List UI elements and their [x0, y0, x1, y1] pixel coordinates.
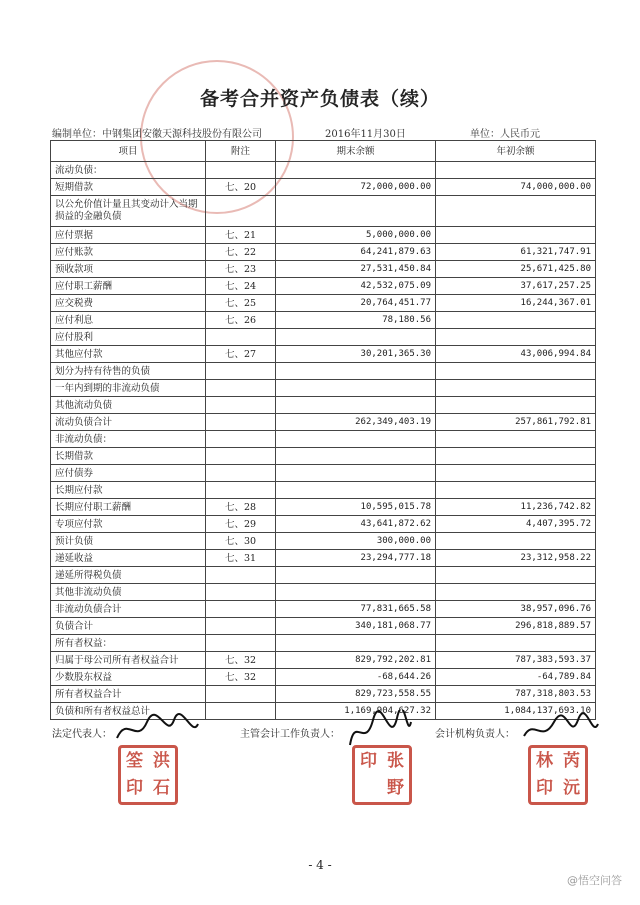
page-title: 备考合并资产负债表（续）	[199, 88, 440, 110]
row-note: 七、24	[206, 278, 276, 295]
table-row	[51, 499, 596, 516]
table-row	[51, 261, 596, 278]
row-end-balance: 27,531,450.84	[276, 261, 436, 278]
table-row	[51, 669, 596, 686]
row-begin-balance: 257,861,792.81	[436, 414, 596, 431]
row-begin-balance: 787,383,593.37	[436, 652, 596, 669]
row-end-balance: -68,644.26	[276, 669, 436, 686]
row-end-balance: 43,641,872.62	[276, 516, 436, 533]
table-row	[51, 550, 596, 567]
row-item: 一年内到期的非流动负债	[51, 380, 206, 397]
row-end-balance	[276, 329, 436, 346]
row-end-balance: 5,000,000.00	[276, 227, 436, 244]
seal-accounting-org-head: 林 芮 印 沅	[528, 745, 588, 805]
row-item: 划分为持有待售的负债	[51, 363, 206, 380]
row-note	[206, 397, 276, 414]
row-item: 应付利息	[51, 312, 206, 329]
row-end-balance: 829,792,202.81	[276, 652, 436, 669]
table-row	[51, 686, 596, 703]
row-item: 非流动负债合计	[51, 601, 206, 618]
row-note	[206, 618, 276, 635]
row-note	[206, 465, 276, 482]
row-item: 流动负债合计	[51, 414, 206, 431]
row-begin-balance	[436, 397, 596, 414]
row-note: 七、31	[206, 550, 276, 567]
row-begin-balance: 787,318,803.53	[436, 686, 596, 703]
row-end-balance	[276, 380, 436, 397]
table-row	[51, 244, 596, 261]
table-row	[51, 196, 596, 227]
table-row	[51, 448, 596, 465]
header-begin-balance: 年初余额	[436, 141, 596, 162]
table-row	[51, 329, 596, 346]
row-end-balance: 10,595,015.78	[276, 499, 436, 516]
row-begin-balance	[436, 465, 596, 482]
row-begin-balance: 16,244,367.01	[436, 295, 596, 312]
row-begin-balance: 38,957,096.76	[436, 601, 596, 618]
row-begin-balance: -64,789.84	[436, 669, 596, 686]
row-note	[206, 635, 276, 652]
row-end-balance	[276, 162, 436, 179]
row-item: 递延所得税负债	[51, 567, 206, 584]
row-note	[206, 414, 276, 431]
row-note: 七、32	[206, 652, 276, 669]
row-note: 七、22	[206, 244, 276, 261]
row-item: 应付职工薪酬	[51, 278, 206, 295]
row-note	[206, 448, 276, 465]
row-end-balance: 262,349,403.19	[276, 414, 436, 431]
row-end-balance: 829,723,558.55	[276, 686, 436, 703]
row-note: 七、21	[206, 227, 276, 244]
row-note	[206, 482, 276, 499]
row-item: 以公允价值计量且其变动计入当期损益的金融负债	[51, 196, 206, 227]
row-note	[206, 703, 276, 720]
table-row	[51, 618, 596, 635]
row-note	[206, 567, 276, 584]
balance-sheet-table	[50, 140, 596, 720]
row-note	[206, 686, 276, 703]
table-row	[51, 363, 596, 380]
row-note	[206, 363, 276, 380]
row-end-balance: 30,201,365.30	[276, 346, 436, 363]
row-end-balance	[276, 465, 436, 482]
row-end-balance: 64,241,879.63	[276, 244, 436, 261]
row-note: 七、30	[206, 533, 276, 550]
row-item: 长期应付款	[51, 482, 206, 499]
row-end-balance	[276, 431, 436, 448]
row-begin-balance	[436, 363, 596, 380]
row-end-balance	[276, 196, 436, 227]
row-end-balance: 77,831,665.58	[276, 601, 436, 618]
row-begin-balance	[436, 533, 596, 550]
table-row	[51, 312, 596, 329]
row-end-balance: 300,000.00	[276, 533, 436, 550]
row-note: 七、29	[206, 516, 276, 533]
row-begin-balance: 61,321,747.91	[436, 244, 596, 261]
row-begin-balance	[436, 227, 596, 244]
row-begin-balance	[436, 196, 596, 227]
row-begin-balance	[436, 162, 596, 179]
row-end-balance	[276, 363, 436, 380]
row-item: 应付股利	[51, 329, 206, 346]
row-end-balance: 20,764,451.77	[276, 295, 436, 312]
row-item: 非流动负债：	[51, 431, 206, 448]
page-number: - 4 -	[308, 858, 332, 872]
row-end-balance: 23,294,777.18	[276, 550, 436, 567]
row-end-balance: 340,181,068.77	[276, 618, 436, 635]
row-item: 少数股东权益	[51, 669, 206, 686]
row-begin-balance	[436, 312, 596, 329]
table-row	[51, 567, 596, 584]
row-begin-balance	[436, 329, 596, 346]
header-item: 项目	[51, 141, 206, 162]
row-item: 其他流动负债	[51, 397, 206, 414]
seal-legal-rep: 筌 洪 印 石	[118, 745, 178, 805]
row-item: 递延收益	[51, 550, 206, 567]
row-note: 七、32	[206, 669, 276, 686]
row-end-balance: 78,180.56	[276, 312, 436, 329]
table-row	[51, 652, 596, 669]
signature-scribble-1	[112, 710, 202, 750]
row-note: 七、26	[206, 312, 276, 329]
row-item: 专项应付款	[51, 516, 206, 533]
header-end-balance: 期末余额	[276, 141, 436, 162]
table-row	[51, 533, 596, 550]
table-row	[51, 179, 596, 196]
table-row	[51, 414, 596, 431]
report-date: 2016年11月30日	[325, 129, 406, 140]
row-note	[206, 601, 276, 618]
table-row	[51, 465, 596, 482]
row-note: 七、20	[206, 179, 276, 196]
row-item: 所有者权益合计	[51, 686, 206, 703]
table-row	[51, 397, 596, 414]
row-begin-balance	[436, 635, 596, 652]
row-end-balance	[276, 397, 436, 414]
row-item: 应付票据	[51, 227, 206, 244]
row-item: 负债和所有者权益总计	[51, 703, 206, 720]
row-item: 负债合计	[51, 618, 206, 635]
legal-rep-label: 法定代表人：	[52, 729, 112, 740]
header-note: 附注	[206, 141, 276, 162]
row-end-balance	[276, 448, 436, 465]
row-note: 七、23	[206, 261, 276, 278]
table-row	[51, 346, 596, 363]
row-note	[206, 329, 276, 346]
company-label: 编制单位：中钢集团安徽天源科技股份有限公司	[52, 129, 262, 140]
row-item: 其他应付款	[51, 346, 206, 363]
row-item: 归属于母公司所有者权益合计	[51, 652, 206, 669]
watermark: @悟空问答	[567, 874, 622, 887]
row-note: 七、27	[206, 346, 276, 363]
row-note	[206, 584, 276, 601]
row-note: 七、25	[206, 295, 276, 312]
row-item: 长期应付职工薪酬	[51, 499, 206, 516]
table-row	[51, 278, 596, 295]
row-item: 应付债券	[51, 465, 206, 482]
table-row	[51, 380, 596, 397]
table-row	[51, 227, 596, 244]
row-begin-balance	[436, 482, 596, 499]
row-begin-balance: 74,000,000.00	[436, 179, 596, 196]
row-item: 应付账款	[51, 244, 206, 261]
row-end-balance	[276, 635, 436, 652]
table-row	[51, 295, 596, 312]
row-note	[206, 162, 276, 179]
table-row	[51, 482, 596, 499]
row-begin-balance: 25,671,425.80	[436, 261, 596, 278]
table-row	[51, 601, 596, 618]
table-row	[51, 584, 596, 601]
row-begin-balance	[436, 431, 596, 448]
row-begin-balance: 1,084,137,693.10	[436, 703, 596, 720]
seal-accounting-head: 印 张 野	[352, 745, 412, 805]
row-end-balance: 42,532,075.09	[276, 278, 436, 295]
table-row	[51, 635, 596, 652]
table-row	[51, 162, 596, 179]
row-begin-balance	[436, 567, 596, 584]
row-item: 其他非流动负债	[51, 584, 206, 601]
signature-scribble-3	[520, 710, 600, 750]
table-row	[51, 516, 596, 533]
row-begin-balance: 37,617,257.25	[436, 278, 596, 295]
row-item: 预收款项	[51, 261, 206, 278]
currency-unit: 单位：人民币元	[470, 129, 540, 140]
row-begin-balance: 43,006,994.84	[436, 346, 596, 363]
row-item: 应交税费	[51, 295, 206, 312]
row-note	[206, 431, 276, 448]
row-end-balance	[276, 584, 436, 601]
row-begin-balance	[436, 448, 596, 465]
row-item: 预计负债	[51, 533, 206, 550]
row-item: 长期借款	[51, 448, 206, 465]
row-begin-balance	[436, 380, 596, 397]
row-end-balance	[276, 567, 436, 584]
accounting-head-label: 主管会计工作负责人：	[240, 729, 340, 740]
row-item: 短期借款	[51, 179, 206, 196]
accounting-org-head-label: 会计机构负责人：	[435, 729, 515, 740]
row-begin-balance: 4,407,395.72	[436, 516, 596, 533]
row-note	[206, 196, 276, 227]
row-begin-balance: 23,312,958.22	[436, 550, 596, 567]
table-row	[51, 431, 596, 448]
row-end-balance: 72,000,000.00	[276, 179, 436, 196]
row-note	[206, 380, 276, 397]
row-end-balance	[276, 482, 436, 499]
row-item: 流动负债：	[51, 162, 206, 179]
row-item: 所有者权益：	[51, 635, 206, 652]
row-note: 七、28	[206, 499, 276, 516]
row-begin-balance	[436, 584, 596, 601]
row-begin-balance: 296,818,889.57	[436, 618, 596, 635]
row-end-balance: 1,169,904,627.32	[276, 703, 436, 720]
row-begin-balance: 11,236,742.82	[436, 499, 596, 516]
table-header-row	[51, 141, 596, 162]
